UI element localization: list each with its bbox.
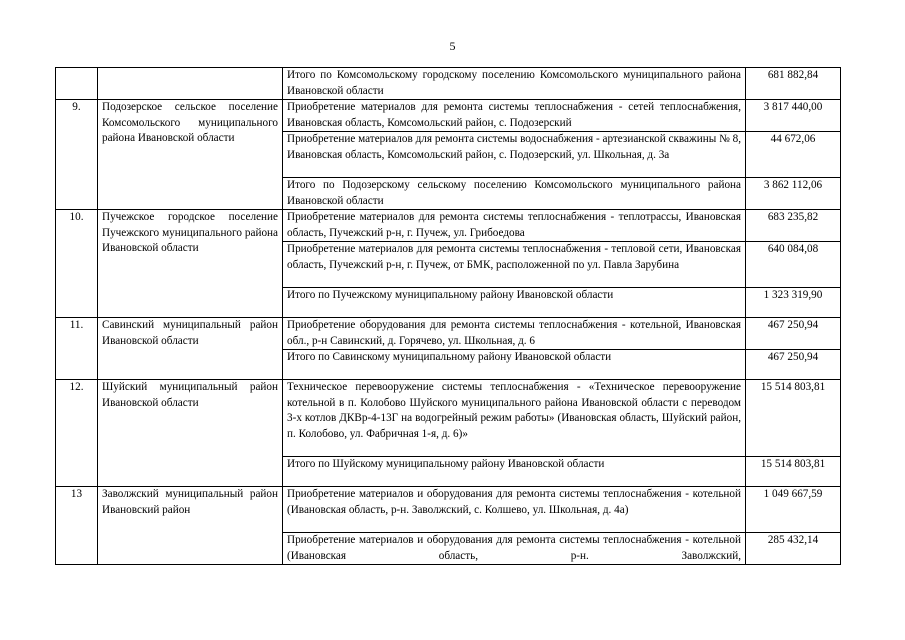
row-number-cell [56,68,98,100]
amount-cell: 3 817 440,00 [746,100,841,132]
description-cell: Приобретение оборудования для ремонта системы теплоснабжения - котельной, Ивановская обл., р-н Савинский, д. Горячево, ул. Школьная, д. 6 [283,318,746,350]
description-cell: Итого по Савинскому муниципальному району Ивановской области [283,350,746,380]
description-cell: Приобретение материалов и оборудования для ремонта системы теплоснабжения - котельной (Ивановская область, р-н. Заволжский, с. Колшево, ул. Школьная, д. 4а) [283,487,746,533]
amount-cell: 285 432,14 [746,533,841,565]
table-row [56,380,841,457]
row-number-cell: 9. [56,100,98,210]
amount-cell: 681 882,84 [746,68,841,100]
amount-cell: 1 323 319,90 [746,288,841,318]
amount-cell: 683 235,82 [746,210,841,242]
municipality-cell: Шуйский муниципальный район Ивановской области [98,380,283,487]
table-row [56,487,841,533]
description-cell: Приобретение материалов для ремонта системы теплоснабжения - сетей теплоснабжения, Ивановская область, Комсомольский район, с. Подозерский [283,100,746,132]
amount-cell: 467 250,94 [746,318,841,350]
row-number-cell: 12. [56,380,98,487]
description-cell: Приобретение материалов для ремонта системы водоснабжения - артезианской скважины № 8, Ивановская область, Комсомольский район, с. Подозерский, ул. Школьная, д. 3а [283,132,746,178]
row-number-cell: 13 [56,487,98,565]
amount-cell: 15 514 803,81 [746,380,841,457]
amount-cell: 467 250,94 [746,350,841,380]
row-number-cell: 10. [56,210,98,318]
amount-cell: 44 672,06 [746,132,841,178]
amount-cell: 15 514 803,81 [746,457,841,487]
municipality-cell: Подозерское сельское поселение Комсомольского муниципального района Ивановской области [98,100,283,210]
budget-table [55,67,841,565]
table-row [56,210,841,242]
amount-cell: 1 049 667,59 [746,487,841,533]
table-row [56,100,841,132]
description-cell: Техническое перевооружение системы теплоснабжения - «Техническое перевооружение котельной в п. Колобово Шуйского муниципального района Ивановской области с переводом 3-х котлов ДКВр-4-13Г на водогрейный режим работы» (Ивановская область, Шуйский район, п. Колобово, ул. Фабричная 1-я, д. 6)» [283,380,746,457]
municipality-cell: Пучежское городское поселение Пучежского муниципального района Ивановской области [98,210,283,318]
description-cell: Итого по Комсомольскому городскому поселению Комсомольского муниципального района Ивановской области [283,68,746,100]
description-cell: Итого по Шуйскому муниципальному району Ивановской области [283,457,746,487]
description-cell: Приобретение материалов для ремонта системы теплоснабжения - тепловой сети, Ивановская область, Пучежский р-н, г. Пучеж, от БМК, расположенной по ул. Павла Зарубина [283,242,746,288]
row-number-cell: 11. [56,318,98,380]
description-cell: Итого по Пучежскому муниципальному району Ивановской области [283,288,746,318]
amount-cell: 3 862 112,06 [746,178,841,210]
municipality-cell: Заволжский муниципальный район Ивановский район [98,487,283,565]
page-number: 5 [449,39,456,53]
description-cell: Итого по Подозерскому сельскому поселению Комсомольского муниципального района Ивановской области [283,178,746,210]
description-cell: Приобретение материалов для ремонта системы теплоснабжения - теплотрассы, Ивановская область, Пучежский р-н, г. Пучеж, ул. Грибоедова [283,210,746,242]
amount-cell: 640 084,08 [746,242,841,288]
table-row [56,318,841,350]
municipality-cell [98,68,283,100]
municipality-cell: Савинский муниципальный район Ивановской области [98,318,283,380]
description-cell: Приобретение материалов и оборудования для ремонта системы теплоснабжения - котельной (Ивановская область, р-н. Заволжский, [283,533,746,565]
table-row [56,68,841,100]
